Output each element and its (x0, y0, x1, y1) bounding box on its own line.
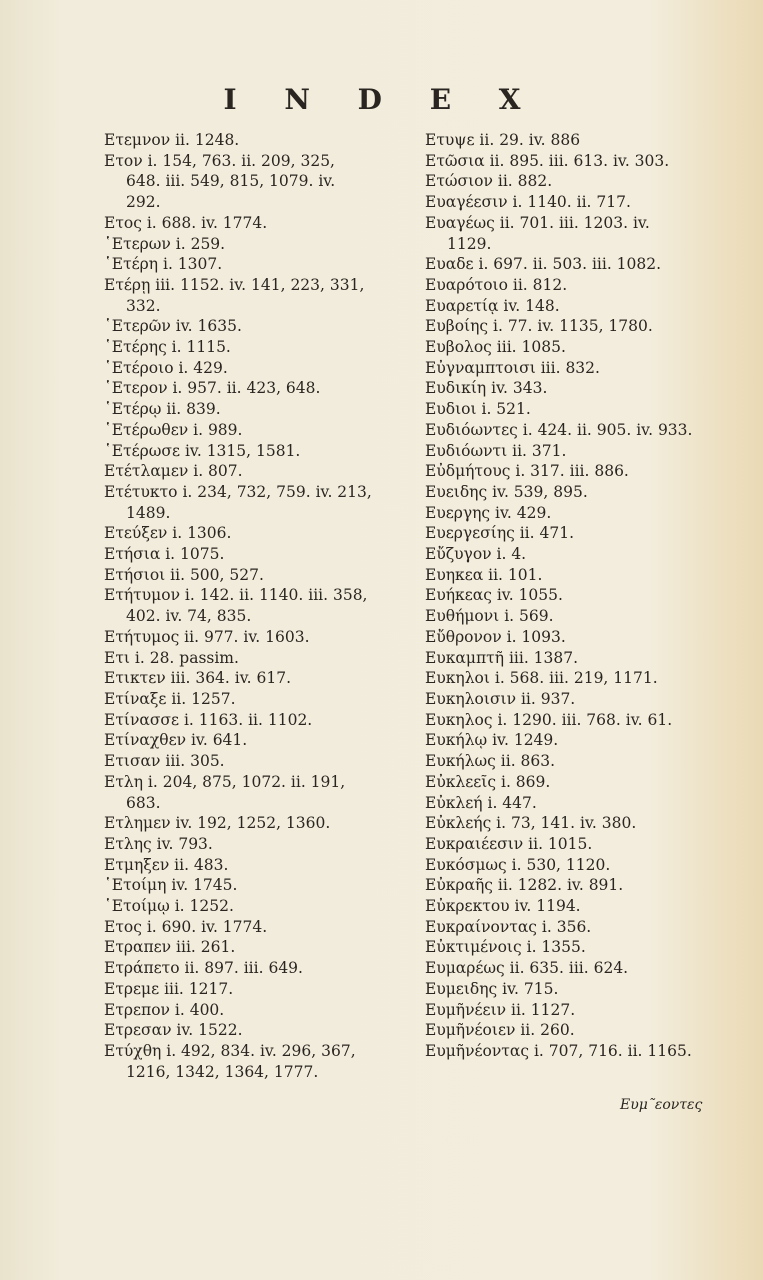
index-entry-line: Ετλημεν iv. 192, 1252, 1360. (104, 814, 331, 833)
index-entry (104, 544, 404, 565)
index-entry-line: Ετρεπον i. 400. (104, 1000, 225, 1019)
index-entry (104, 254, 404, 275)
index-entry (104, 668, 404, 689)
index-entry (425, 710, 730, 731)
index-entry (104, 461, 404, 482)
index-entry-line: Ετρεσαν iv. 1522. (104, 1021, 243, 1040)
index-entry-continuation: 648. iii. 549, 815, 1079. iv. (126, 172, 336, 191)
index-entry (425, 875, 730, 896)
index-entry-line: Ευκηλοισιν ii. 937. (425, 689, 576, 708)
index-entry-line: Ετέτυκτο i. 234, 732, 759. iv. 213, (104, 482, 372, 501)
index-entry (425, 606, 730, 627)
index-entry (104, 234, 404, 255)
index-entry (104, 627, 404, 648)
index-entry (104, 275, 404, 316)
index-entry (425, 1041, 730, 1062)
index-entry-line: Ευκόσμως i. 530, 1120. (425, 855, 611, 874)
index-entry-line: Εὐκραῆς ii. 1282. iv. 891. (425, 876, 624, 895)
index-entry-line: Ευκήλως ii. 863. (425, 752, 556, 771)
index-entry (425, 668, 730, 689)
index-entry-line: Ετρεμε iii. 1217. (104, 979, 234, 998)
index-entry-line: Ευμῆνέοιεν ii. 260. (425, 1021, 575, 1040)
index-entry (104, 813, 404, 834)
index-entry-continuation: 683. (126, 793, 161, 812)
index-entry-line: Εὐδμήτους i. 317. iii. 886. (425, 462, 629, 481)
index-entry-line: Ετῶσια ii. 895. iii. 613. iv. 303. (425, 151, 670, 170)
index-entry (425, 648, 730, 669)
index-entry-line: Ευκραίνοντας i. 356. (425, 917, 592, 936)
index-entry-line: Ευθήμονι i. 569. (425, 607, 554, 626)
index-entry-line: Ευμῆνέειν ii. 1127. (425, 1000, 576, 1019)
index-entry-line: Ετήτυμος ii. 977. iv. 1603. (104, 627, 310, 646)
index-entry (425, 441, 730, 462)
index-entry-line: Εὔθρονον i. 1093. (425, 627, 566, 646)
index-entry-line: Ευβοίης i. 77. iv. 1135, 1780. (425, 317, 653, 336)
index-entry (104, 378, 404, 399)
index-entry (425, 523, 730, 544)
index-entry-line: Ευβολος iii. 1085. (425, 338, 566, 357)
index-entry-line: Εὔζυγον i. 4. (425, 545, 527, 564)
index-entry (104, 958, 404, 979)
index-entry (425, 958, 730, 979)
index-entry (425, 254, 730, 275)
index-entry-continuation: 1129. (447, 234, 492, 253)
index-entry (104, 1020, 404, 1041)
index-entry-line: Ετος i. 690. iv. 1774. (104, 917, 268, 936)
index-entry (425, 151, 730, 172)
index-entry-line: Ευκραιέεσιν ii. 1015. (425, 834, 593, 853)
index-entry-line: Ευμειδης iv. 715. (425, 979, 559, 998)
index-entry-line: Εὐκρεκτου iv. 1194. (425, 897, 581, 916)
index-entry-line: Ευμαρέως ii. 635. iii. 624. (425, 959, 629, 978)
index-entry-line: Ετι i. 28. passim. (104, 648, 239, 667)
index-entry (104, 710, 404, 731)
index-entry (104, 337, 404, 358)
index-entry (425, 275, 730, 296)
index-entry (104, 1041, 404, 1082)
index-entry-line: ῾Ετέρωθεν i. 989. (104, 420, 243, 439)
index-entry-line: Εὐκλεεῖς i. 869. (425, 772, 551, 791)
index-entry-line: Εὐκτιμένοις i. 1355. (425, 938, 586, 957)
index-entry-continuation: 1216, 1342, 1364, 1777. (126, 1062, 319, 1081)
index-entry (104, 917, 404, 938)
index-entry-line: Ετίναχθεν iv. 641. (104, 731, 248, 750)
index-entry-line: Ετον i. 154, 763. ii. 209, 325, (104, 151, 335, 170)
index-entry-line: Ετλης iv. 793. (104, 834, 213, 853)
index-entry (425, 772, 730, 793)
index-entry (104, 689, 404, 710)
index-entry (425, 834, 730, 855)
index-entry (425, 730, 730, 751)
index-entry (425, 813, 730, 834)
index-entry-line: ῾Ετοίμῳ i. 1252. (104, 897, 234, 916)
index-entry-line: Ευδικίη iv. 343. (425, 379, 548, 398)
index-entry-line: Ευηκεα ii. 101. (425, 565, 543, 584)
index-entry (104, 130, 404, 151)
index-entry-line: Εὐκλεής i. 73, 141. iv. 380. (425, 814, 637, 833)
index-entry (104, 834, 404, 855)
index-entry (425, 171, 730, 192)
index-entry (104, 1000, 404, 1021)
index-entry-line: ῾Ετέρης i. 1115. (104, 338, 231, 357)
index-entry-line: Ευαρετίᾳ iv. 148. (425, 296, 560, 315)
index-entry-line: Ετήσιοι ii. 500, 527. (104, 565, 264, 584)
index-entry (425, 585, 730, 606)
index-entry-line: Ευκήλῳ iv. 1249. (425, 731, 559, 750)
index-column-right (425, 130, 730, 1062)
index-entry-line: Ευαδε i. 697. ii. 503. iii. 1082. (425, 255, 662, 274)
index-entry (104, 420, 404, 441)
index-entry (425, 316, 730, 337)
index-entry (425, 937, 730, 958)
index-entry-line: Ετμηξεν ii. 483. (104, 855, 229, 874)
index-entry-line: Ετίναξε ii. 1257. (104, 689, 236, 708)
index-entry-line: ῾Ετοίμη iv. 1745. (104, 876, 238, 895)
index-entry-line: ῾Ετερῶν iv. 1635. (104, 317, 242, 336)
index-entry-line: Ευαρότοιο ii. 812. (425, 275, 568, 294)
index-entry-line: Ετήτυμον i. 142. ii. 1140. iii. 358, (104, 586, 368, 605)
index-entry-line: Ετικτεν iii. 364. iv. 617. (104, 669, 292, 688)
index-entry (104, 523, 404, 544)
index-entry (425, 917, 730, 938)
index-entry (425, 565, 730, 586)
index-entry (104, 213, 404, 234)
index-entry-line: Ετραπεν iii. 261. (104, 938, 236, 957)
index-column-left (104, 130, 404, 1082)
index-entry-line: Ευειδης iv. 539, 895. (425, 482, 588, 501)
index-entry-line: Ευήκεας iv. 1055. (425, 586, 563, 605)
index-entry-line: Εὐγναμπτοισι iii. 832. (425, 358, 600, 377)
index-entry (425, 627, 730, 648)
index-entry-line: ῾Ετέρῳ ii. 839. (104, 400, 221, 419)
index-entry (425, 1000, 730, 1021)
index-entry-line: Ετισαν iii. 305. (104, 752, 225, 771)
index-entry-line: Ετράπετο ii. 897. iii. 649. (104, 959, 303, 978)
index-entry-line: Ετλη i. 204, 875, 1072. ii. 191, (104, 772, 346, 791)
index-entry (425, 689, 730, 710)
index-entry-line: Ευεργης iv. 429. (425, 503, 552, 522)
index-entry (104, 937, 404, 958)
index-entry (104, 896, 404, 917)
index-entry-line: Ευαγέως ii. 701. iii. 1203. iv. (425, 213, 650, 232)
index-entry (104, 730, 404, 751)
index-entry (425, 296, 730, 317)
index-entry (425, 337, 730, 358)
index-entry-line: Εὐκλεή i. 447. (425, 793, 537, 812)
index-entry-line: Ευκηλοι i. 568. iii. 219, 1171. (425, 669, 658, 688)
index-entry (425, 482, 730, 503)
index-entry-line: ῾Ετέροιο i. 429. (104, 358, 228, 377)
index-entry (425, 378, 730, 399)
index-entry (104, 875, 404, 896)
index-entry (104, 979, 404, 1000)
index-entry (425, 896, 730, 917)
index-entry-line: Ετώσιον ii. 882. (425, 172, 553, 191)
index-entry-line: Ετίνασσε i. 1163. ii. 1102. (104, 710, 313, 729)
index-entry (425, 213, 730, 254)
index-entry (104, 855, 404, 876)
index-entry (104, 482, 404, 523)
index-entry-line: Ευκαμπτῆ iii. 1387. (425, 648, 579, 667)
index-entry (425, 399, 730, 420)
index-entry-line: ῾Ετέρωσε iv. 1315, 1581. (104, 441, 301, 460)
index-entry (104, 151, 404, 213)
index-entry (425, 544, 730, 565)
index-entry-line: Ετέτλαμεν i. 807. (104, 462, 243, 481)
index-entry (104, 772, 404, 813)
index-entry-line: Ευδιόωντες i. 424. ii. 905. iv. 933. (425, 420, 693, 439)
index-entry (104, 399, 404, 420)
index-entry-line: Ευεργεσίης ii. 471. (425, 524, 575, 543)
index-entry-line: Ευαγέεσιν i. 1140. ii. 717. (425, 193, 631, 212)
index-entry-line: Ετήσια i. 1075. (104, 545, 225, 564)
index-entry (425, 130, 730, 151)
index-entry-continuation: 292. (126, 193, 161, 212)
index-entry (425, 192, 730, 213)
page-title: I N D E X (223, 83, 540, 116)
index-entry-line: Ευδιόωντι ii. 371. (425, 441, 567, 460)
index-entry (425, 420, 730, 441)
index-entry-line: Ευδιοι i. 521. (425, 400, 531, 419)
index-entry (104, 358, 404, 379)
index-entry-line: ῾Ετερων i. 259. (104, 234, 226, 253)
index-entry (104, 441, 404, 462)
catchword: Ευμ῀εοντες (620, 1097, 703, 1113)
index-entry (104, 751, 404, 772)
index-entry-line: Ετύχθη i. 492, 834. iv. 296, 367, (104, 1041, 356, 1060)
index-entry-line: Ετεύξεν i. 1306. (104, 524, 232, 543)
index-entry-line: Ευκηλος i. 1290. iii. 768. iv. 61. (425, 710, 673, 729)
index-entry (425, 979, 730, 1000)
index-entry (425, 793, 730, 814)
index-entry-line: ῾Ετερον i. 957. ii. 423, 648. (104, 379, 321, 398)
index-entry (425, 1020, 730, 1041)
index-entry-continuation: 1489. (126, 503, 171, 522)
index-entry (425, 358, 730, 379)
index-entry-line: Ευμῆνέοντας i. 707, 716. ii. 1165. (425, 1041, 692, 1060)
index-entry (425, 751, 730, 772)
index-entry-continuation: 332. (126, 296, 161, 315)
index-entry-line: ῾Ετέρη i. 1307. (104, 255, 223, 274)
index-entry-line: Ετέρῃ iii. 1152. iv. 141, 223, 331, (104, 275, 365, 294)
index-entry-line: Ετυψε ii. 29. iv. 886 (425, 131, 581, 149)
index-entry (425, 503, 730, 524)
index-entry (104, 648, 404, 669)
index-entry (425, 855, 730, 876)
index-entry-line: Ετεμνον ii. 1248. (104, 131, 240, 149)
index-entry-continuation: 402. iv. 74, 835. (126, 607, 252, 626)
index-entry-line: Ετος i. 688. iv. 1774. (104, 213, 268, 232)
index-entry (104, 565, 404, 586)
index-entry (104, 316, 404, 337)
index-entry (425, 461, 730, 482)
index-entry (104, 585, 404, 626)
